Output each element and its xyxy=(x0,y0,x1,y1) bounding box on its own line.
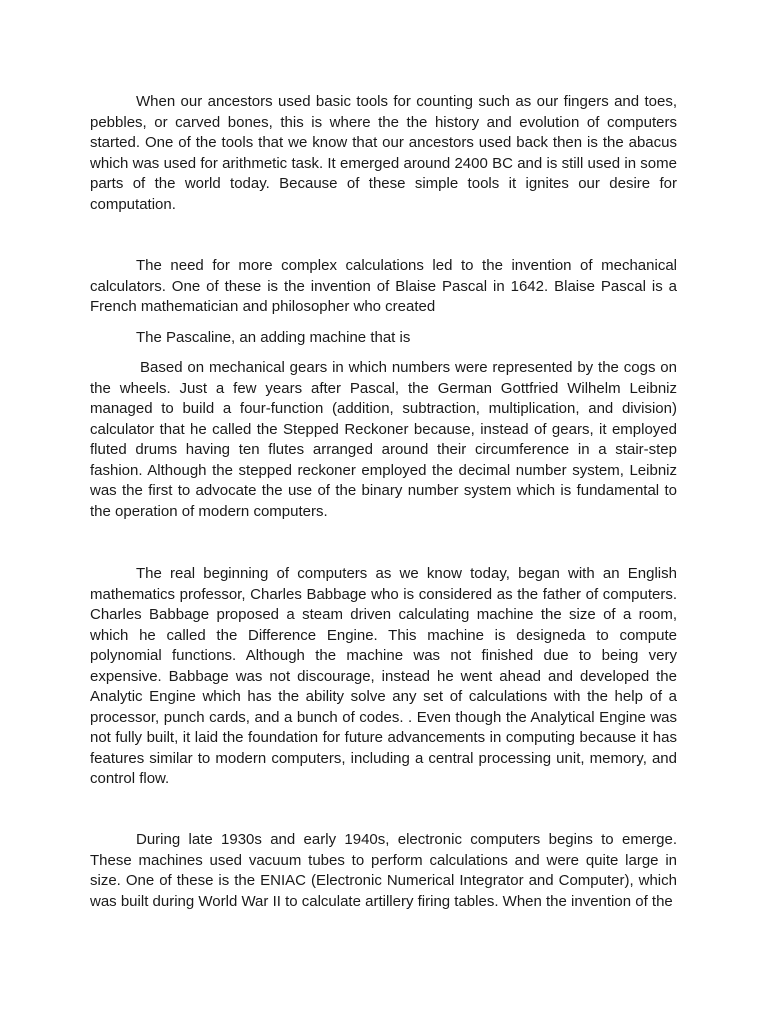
paragraph-mechanical-calculators: The need for more complex calculations led to the invention of mechanical calculators. One of these is the invention of Blaise Pascal in 1642. Blaise Pascal is a French mathematician and philosopher who created xyxy=(90,257,677,315)
paragraph-leibniz: Based on mechanical gears in which numbers were represented by the cogs on the wheels. Just a few years after Pascal, the German Gottfried Wilhelm Leibniz managed to build a four-function (addition, subtraction, multiplication, and division) calculator that he called the Stepped Reckoner because, instead of gears, it employed fluted drums having ten flutes arranged around their circumference in a stair-step fashion. Although the stepped reckoner employed the decimal number system, Leibniz was the first to advocate the use of the binary number system which is fundamental to the operation of modern computers. xyxy=(90,359,677,520)
paragraph-babbage: The real beginning of computers as we know today, began with an English mathematics professor, Charles Babbage who is considered as the father of computers. Charles Babbage proposed a steam driven calculating machine the size of a room, which he called the Difference Engine. This machine is designeda to compute polynomial functions. Although the machine was not finished due to being very expensive. Babbage was not discourage, instead he went ahead and developed the Analytic Engine which has the ability solve any set of calculations with the help of a processor, punch cards, and a bunch of codes. . Even though the Analytical Engine was not fully built, it laid the foundation for future advancements in computing because it has features similar to modern computers, including a central processing unit, memory, and control flow. xyxy=(90,565,677,787)
paragraph-electronic-computers: During late 1930s and early 1940s, electronic computers begins to emerge. These machines used vacuum tubes to perform calculations and were quite large in size. One of these is the ENIAC (Electronic Numerical Integrator and Computer), which was built during World War II to calculate artillery firing tables. When the invention of the xyxy=(90,831,677,910)
paragraph-pascaline: The Pascaline, an adding machine that is xyxy=(136,329,411,346)
paragraph-ancestors-tools: When our ancestors used basic tools for counting such as our fingers and toes, pebbles, or carved bones, this is where the the history and evolution of computers started. One of the tools that we know that our ancestors used back then is the abacus which was used for arithmetic task. It emerged around 2400 BC and is still used in some parts of the world today. Because of these simple tools it ignites our desire for computation. xyxy=(90,93,677,213)
